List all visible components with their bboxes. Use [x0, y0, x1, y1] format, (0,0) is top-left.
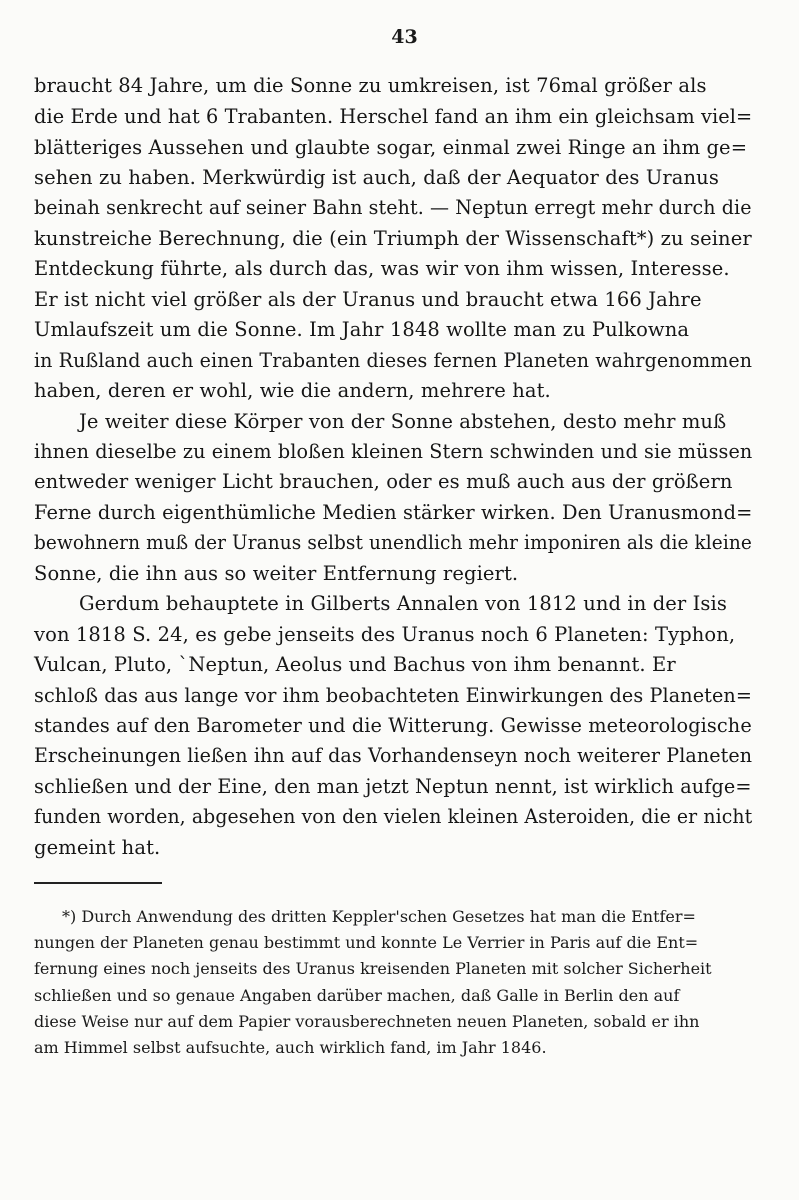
text-line: Umlaufszeit um die Sonne. Im Jahr 1848 wollte man zu Pulkowna	[34, 318, 690, 341]
text-line: haben, deren er wohl, wie die andern, mehrere hat.	[34, 379, 551, 402]
text-line: Ferne durch eigenthümliche Medien stärker wirken. Den Uranusmond=	[34, 501, 753, 524]
text-line: von 1818 S. 24, es gebe jenseits des Uranus noch 6 Planeten: Typhon,	[34, 623, 736, 646]
text-line: die Erde und hat 6 Trabanten. Herschel fand an ihm ein gleichsam viel=	[34, 105, 753, 128]
footnote-line: nungen der Planeten genau bestimmt und konnte Le Verrier in Paris auf die Ent=	[34, 933, 699, 952]
text-line: braucht 84 Jahre, um die Sonne zu umkreisen, ist 76mal größer als	[34, 74, 707, 97]
text-line: Gerdum behauptete in Gilberts Annalen von 1812 und in der Isis	[79, 592, 727, 615]
text-line: standes auf den Barometer und die Witterung. Gewisse meteorologische	[34, 714, 752, 737]
text-line: funden worden, abgesehen von den vielen kleinen Asteroiden, die er nicht	[34, 805, 753, 828]
footnote-line: fernung eines noch jenseits des Uranus kreisenden Planeten mit solcher Sicherheit	[34, 959, 712, 978]
text-line: ihnen dieselbe zu einem bloßen kleinen Stern schwinden und sie müssen	[34, 440, 753, 463]
footnote-line: *) Durch Anwendung des dritten Keppler'schen Gesetzes hat man die Entfer=	[62, 907, 696, 926]
text-line: kunstreiche Berechnung, die (ein Triumph der Wissenschaft*) zu seiner	[34, 227, 752, 250]
footnote-line: diese Weise nur auf dem Papier vorausberechneten neuen Planeten, sobald er ihn	[34, 1012, 700, 1031]
footnote-line: schließen und so genaue Angaben darüber machen, daß Galle in Berlin den auf	[34, 986, 680, 1005]
text-line: Je weiter diese Körper von der Sonne abstehen, desto mehr muß	[79, 410, 727, 433]
text-line: Entdeckung führte, als durch das, was wir von ihm wissen, Interesse.	[34, 257, 730, 280]
text-line: beinah senkrecht auf seiner Bahn steht. — Neptun erregt mehr durch die	[34, 196, 752, 219]
text-line: Er ist nicht viel größer als der Uranus und braucht etwa 166 Jahre	[34, 288, 702, 311]
text-line: sehen zu haben. Merkwürdig ist auch, daß der Aequator des Uranus	[34, 166, 719, 189]
text-line: gemeint hat.	[34, 836, 161, 859]
page-number: 43	[391, 26, 418, 48]
text-line: bewohnern muß der Uranus selbst unendlich mehr imponiren als die kleine	[34, 531, 752, 554]
text-line: schloß das aus lange vor ihm beobachteten Einwirkungen des Planeten=	[34, 684, 753, 707]
text-line: schließen und der Eine, den man jetzt Neptun nennt, ist wirklich aufge=	[34, 775, 752, 798]
text-line: Erscheinungen ließen ihn auf das Vorhandenseyn noch weiterer Planeten	[34, 744, 753, 767]
text-line: in Rußland auch einen Trabanten dieses fernen Planeten wahrgenommen	[34, 349, 753, 372]
text-line: Vulcan, Pluto, `Neptun, Aeolus und Bachus von ihm benannt. Er	[34, 653, 676, 676]
text-line: Sonne, die ihn aus so weiter Entfernung regiert.	[34, 562, 519, 585]
footnote-line: am Himmel selbst aufsuchte, auch wirklich fand, im Jahr 1846.	[34, 1038, 547, 1057]
text-line: entweder weniger Licht brauchen, oder es muß auch aus der größern	[34, 470, 733, 493]
text-line: blätteriges Aussehen und glaubte sogar, einmal zwei Ringe an ihm ge=	[34, 136, 748, 159]
footnote-divider	[34, 882, 162, 884]
